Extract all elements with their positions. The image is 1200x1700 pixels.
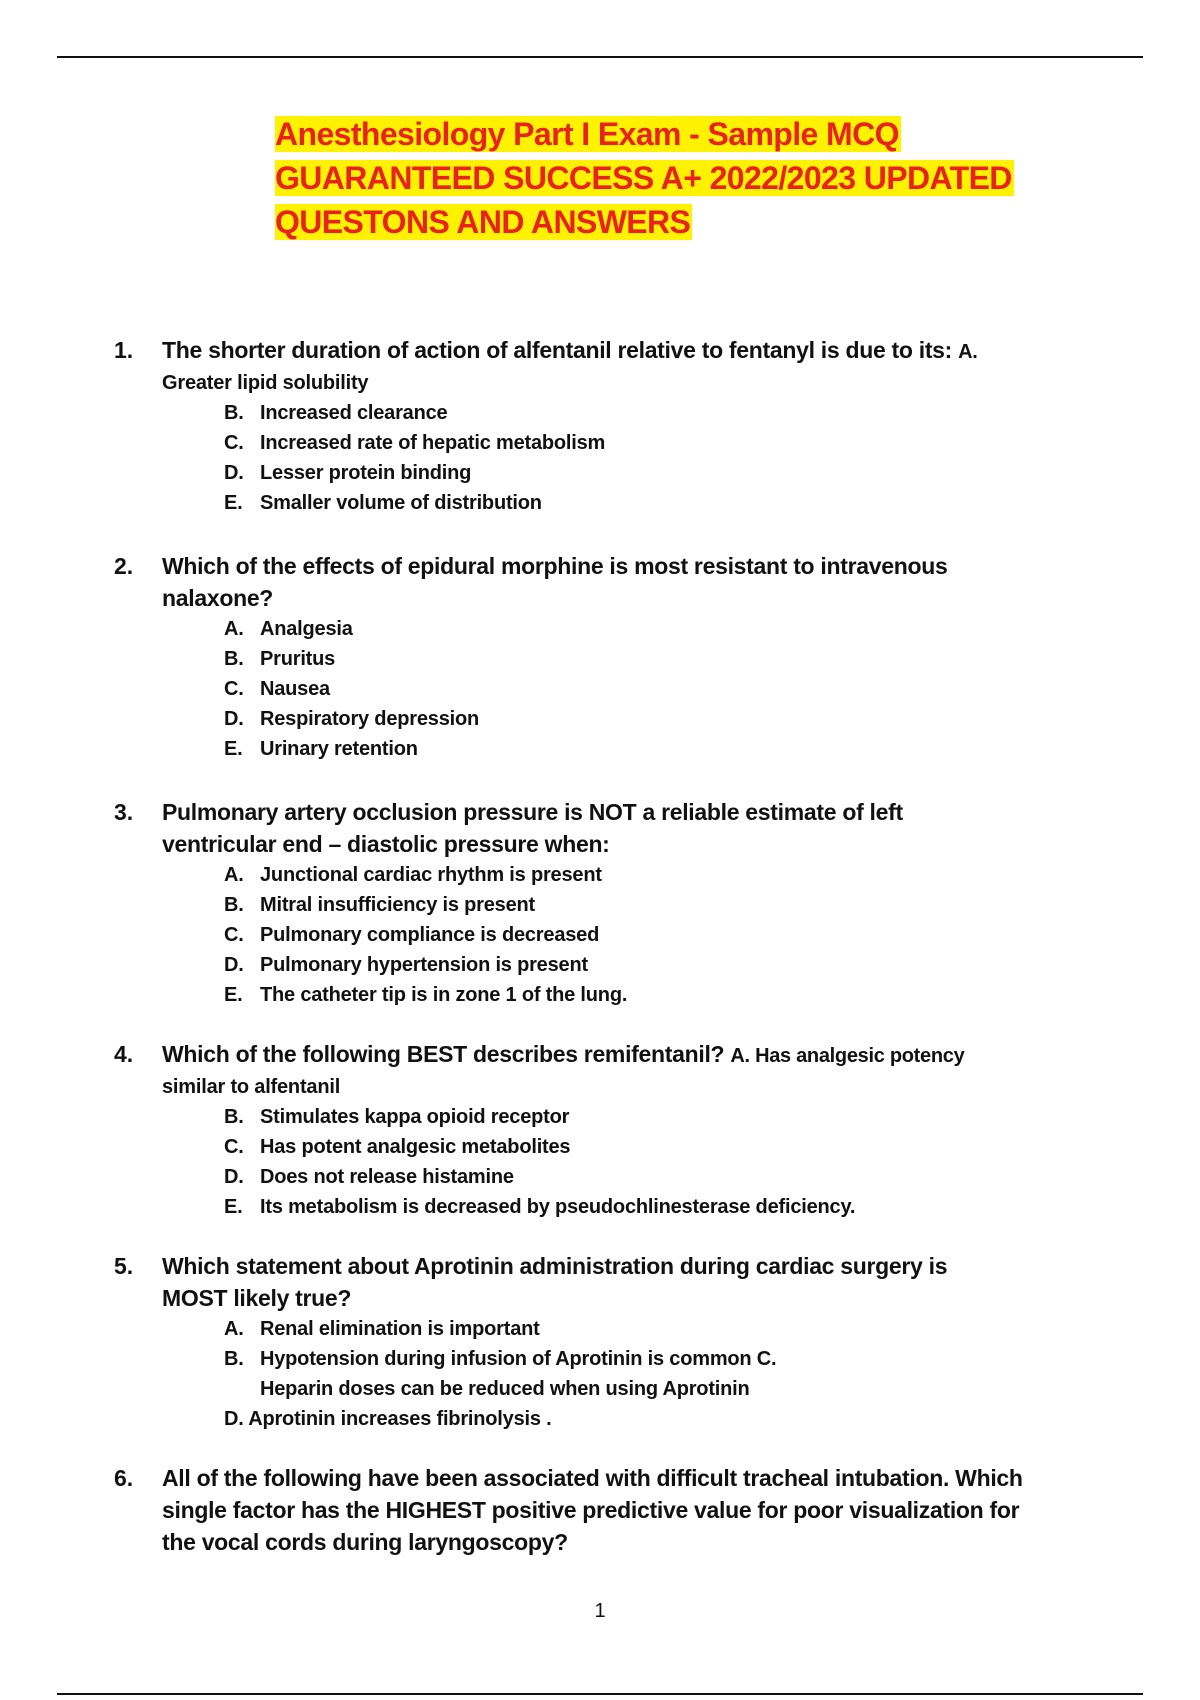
option: [224, 1314, 1100, 1344]
option-text: Junctional cardiac rhythm is present: [260, 864, 602, 886]
question-list: [110, 334, 1100, 1558]
option-letter: B.: [224, 894, 244, 916]
question-number: 3.: [114, 799, 134, 825]
option-text: Lesser protein binding: [260, 462, 472, 484]
question-number: 5.: [114, 1253, 134, 1279]
question-stem-line: single factor has the HIGHEST positive predictive value for poor visualization for: [162, 1497, 1020, 1523]
option-wrapped-line: Heparin doses can be reduced when using Aprotinin: [260, 1378, 750, 1400]
option-text: Its metabolism is decreased by pseudochlinesterase deficiency.: [260, 1196, 856, 1218]
option-letter: D.: [224, 462, 244, 484]
question-number: 4.: [114, 1041, 134, 1067]
option: [224, 1132, 1100, 1162]
document-title: [275, 114, 1035, 246]
option: [224, 644, 1100, 674]
option: [224, 1102, 1100, 1132]
option-text: Nausea: [260, 678, 330, 700]
inline-option: A. Has analgesic potency: [730, 1045, 965, 1067]
title-line-2: GUARANTEED SUCCESS A+ 2022/2023 UPDATED: [275, 160, 1012, 196]
option-letter: B.: [224, 1348, 244, 1370]
question-stem: [162, 1038, 1100, 1072]
question-number: 6.: [114, 1465, 134, 1491]
question-1: [110, 334, 1100, 518]
question-stem-line: All of the following have been associated with difficult tracheal intubation. Which: [162, 1465, 1023, 1491]
option-letter: C.: [224, 1136, 244, 1158]
inline-option-continuation: Greater lipid solubility: [162, 372, 369, 394]
option-letter: D.: [224, 708, 244, 730]
option-letter: C.: [224, 432, 244, 454]
option: [224, 674, 1100, 704]
option-letter: C.: [224, 678, 244, 700]
option-text: Pulmonary hypertension is present: [260, 954, 588, 976]
question-5: [110, 1250, 1100, 1434]
option-letter: E.: [224, 492, 243, 514]
option-text: Pruritus: [260, 648, 336, 670]
option: [224, 458, 1100, 488]
option: [224, 428, 1100, 458]
option: [224, 704, 1100, 734]
option-letter: D.: [224, 954, 244, 976]
question-2: [110, 550, 1100, 764]
option-text: Has potent analgesic metabolites: [260, 1136, 571, 1158]
question-4: [110, 1038, 1100, 1222]
top-rule: [57, 56, 1143, 58]
option-text: Renal elimination is important: [260, 1318, 540, 1340]
bottom-rule: [57, 1693, 1143, 1695]
option-letter: A.: [224, 864, 244, 886]
option: [224, 980, 1100, 1010]
option-letter: E.: [224, 1196, 243, 1218]
option: [224, 860, 1100, 890]
option-letter: E.: [224, 984, 243, 1006]
question-3: [110, 796, 1100, 1010]
option: [224, 1162, 1100, 1192]
question-stem-line: Pulmonary artery occlusion pressure is NOT a reliable estimate of left: [162, 799, 903, 825]
option: [224, 614, 1100, 644]
option-letter: A.: [224, 1318, 244, 1340]
question-stem-line: the vocal cords during laryngoscopy?: [162, 1529, 568, 1555]
question-number: 1.: [114, 337, 134, 363]
option-text: Increased rate of hepatic metabolism: [260, 432, 606, 454]
option: [224, 1344, 1100, 1374]
option-letter: B.: [224, 1106, 244, 1128]
question-stem-line: Which of the effects of epidural morphine is most resistant to intravenous: [162, 553, 948, 579]
option: [224, 890, 1100, 920]
page-number: 1: [594, 1600, 606, 1622]
inline-option-continuation: similar to alfentanil: [162, 1076, 341, 1098]
option-text: Analgesia: [260, 618, 353, 640]
option: [224, 1192, 1100, 1222]
option-text: Smaller volume of distribution: [260, 492, 542, 514]
option-text: Stimulates kappa opioid receptor: [260, 1106, 570, 1128]
question-stem-line: MOST likely true?: [162, 1285, 352, 1311]
options: [224, 398, 1100, 518]
option: [224, 488, 1100, 518]
question-stem: [162, 334, 1100, 368]
option-letter: A.: [224, 618, 244, 640]
option-letter: D.: [224, 1166, 244, 1188]
question-stem-text: Which of the following BEST describes remifentanil?: [162, 1041, 725, 1067]
title-line-1: Anesthesiology Part I Exam - Sample MCQ: [275, 116, 899, 152]
option-letter: B.: [224, 402, 244, 424]
question-stem-line: ventricular end – diastolic pressure when:: [162, 831, 610, 857]
option-text: Does not release histamine: [260, 1166, 514, 1188]
option-text: Respiratory depression: [260, 708, 480, 730]
option-letter: E.: [224, 738, 243, 760]
option: [224, 734, 1100, 764]
options: [224, 1102, 1100, 1222]
option-text: Increased clearance: [260, 402, 448, 424]
option-text: Pulmonary compliance is decreased: [260, 924, 600, 946]
option-letter: B.: [224, 648, 244, 670]
question-stem-text: The shorter duration of action of alfentanil relative to fentanyl is due to its:: [162, 337, 953, 363]
question-stem-line: nalaxone?: [162, 585, 274, 611]
question-stem-line: Which statement about Aprotinin administration during cardiac surgery is: [162, 1253, 948, 1279]
question-number: 2.: [114, 553, 134, 579]
options: [224, 860, 1100, 1010]
option: [224, 950, 1100, 980]
inline-option: A.: [958, 341, 978, 363]
option-text: Mitral insufficiency is present: [260, 894, 535, 916]
title-line-3: QUESTONS AND ANSWERS: [275, 204, 691, 240]
options: [224, 614, 1100, 764]
option: [224, 920, 1100, 950]
option-letter: C.: [224, 924, 244, 946]
options: [224, 1314, 1100, 1434]
option-last-line: D. Aprotinin increases fibrinolysis .: [224, 1408, 552, 1430]
option-text: Hypotension during infusion of Aprotinin is common C.: [260, 1348, 777, 1370]
option-text: Urinary retention: [260, 738, 418, 760]
option-text: The catheter tip is in zone 1 of the lung.: [260, 984, 628, 1006]
option: [224, 398, 1100, 428]
question-6: [110, 1462, 1100, 1558]
